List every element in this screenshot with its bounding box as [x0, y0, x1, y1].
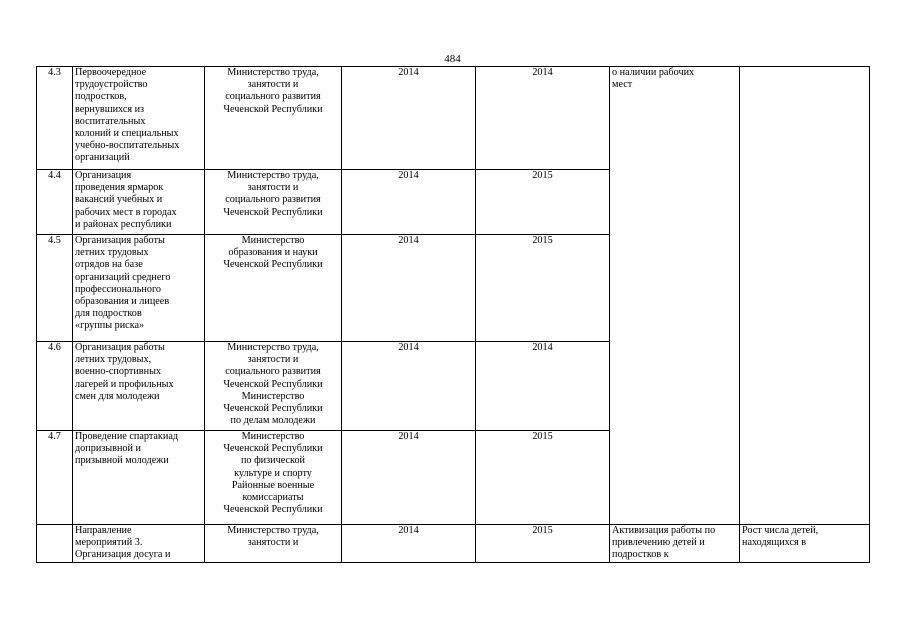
page-number: 484 [444, 53, 461, 65]
measure-name: Проведение спартакиад допризывной и призывной молодежи [73, 431, 205, 525]
row-number: 4.4 [37, 170, 73, 235]
measure-end-year: 2015 [476, 235, 610, 342]
expected-result: о наличии рабочих мест [610, 67, 740, 525]
target-indicator [740, 67, 870, 525]
measure-name: Первоочередное трудоустройство подростков, вернувшихся из воспитательных колоний и специальных учебно-воспитательных организаций [73, 67, 205, 170]
table-row [37, 67, 870, 170]
measure-name: Организация работы летних трудовых отрядов на базе организаций среднего профессионального образования и лицеев для подростков «группы риска» [73, 235, 205, 342]
measure-name: Организация проведения ярмарок вакансий учебных и рабочих мест в городах и районах республики [73, 170, 205, 235]
measure-executor: Министерство труда, занятости и социального развития Чеченской Республики [205, 170, 342, 235]
measure-start-year: 2014 [342, 342, 476, 431]
measure-start-year: 2014 [342, 170, 476, 235]
row-number [37, 525, 73, 563]
measure-start-year: 2014 [342, 431, 476, 525]
measure-executor: Министерство труда, занятости и социального развития Чеченской Республики Министерство Чеченской Республики по делам молодежи [205, 342, 342, 431]
measure-name: Организация работы летних трудовых, военно-спортивных лагерей и профильных смен для молодежи [73, 342, 205, 431]
row-number: 4.6 [37, 342, 73, 431]
direction-executor: Министерство труда, занятости и [205, 525, 342, 563]
direction-expected-result: Активизация работы по привлечению детей и подростков к [610, 525, 740, 563]
measure-executor: Министерство труда, занятости и социального развития Чеченской Республики [205, 67, 342, 170]
measure-end-year: 2015 [476, 170, 610, 235]
direction-end-year: 2015 [476, 525, 610, 563]
measure-end-year: 2014 [476, 342, 610, 431]
direction-row [37, 525, 870, 563]
row-number: 4.5 [37, 235, 73, 342]
measure-end-year: 2014 [476, 67, 610, 170]
measures-table [36, 66, 870, 563]
measure-end-year: 2015 [476, 431, 610, 525]
measure-executor: Министерство образования и науки Чеченской Республики [205, 235, 342, 342]
direction-name: Направление мероприятий 3. Организация досуга и [73, 525, 205, 563]
measure-executor: Министерство Чеченской Республики по физической культуре и спорту Районные военные комиссариаты Чеченской Республики [205, 431, 342, 525]
row-number: 4.3 [37, 67, 73, 170]
row-number: 4.7 [37, 431, 73, 525]
direction-target-indicator: Рост числа детей, находящихся в [740, 525, 870, 563]
direction-start-year: 2014 [342, 525, 476, 563]
measure-start-year: 2014 [342, 235, 476, 342]
measure-start-year: 2014 [342, 67, 476, 170]
